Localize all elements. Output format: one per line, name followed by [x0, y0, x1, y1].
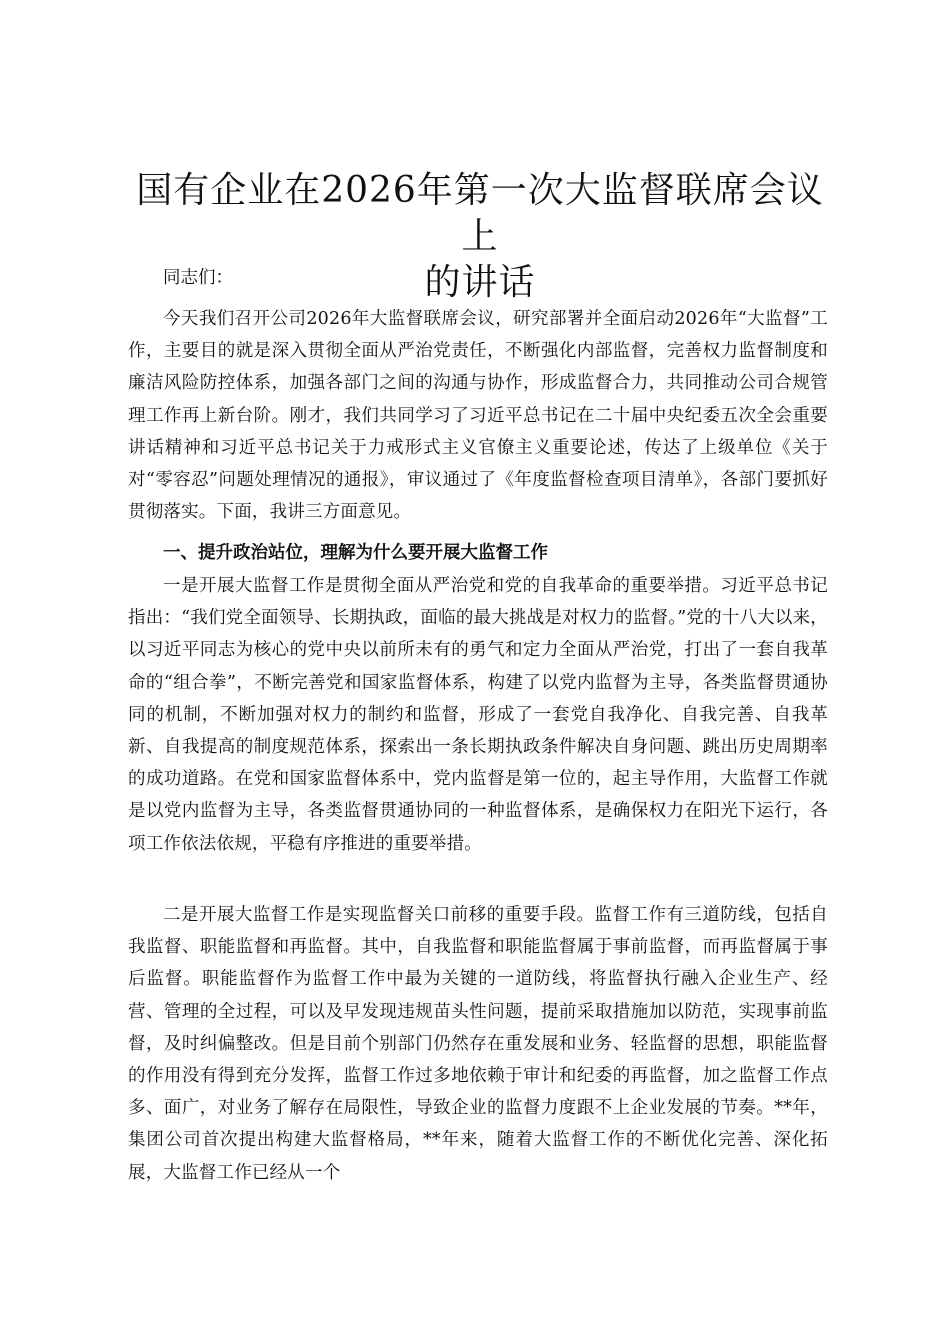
- paragraph-point-1: 一是开展大监督工作是贯彻全面从严治党和党的自我革命的重要举措。习近平总书记指出：“我们党全面领导、长期执政，面临的最大挑战是对权力的监督。”党的十八大以来，以习近平同志为核心的党中央以前所未有的勇气和定力全面从严治党，打出了一套自我革命的“组合拳”，不断完善党和国家监督体系，构建了以党内监督为主导，各类监督贯通协同的机制，不断加强对权力的制约和监督，形成了一套党自我净化、自我完善、自我革新、自我提高的制度规范体系，探索出一条长期执政条件解决自身问题、跳出历史周期率的成功道路。在党和国家监督体系中，党内监督是第一位的，起主导作用，大监督工作就是以党内监督为主导，各类监督贯通协同的一种监督体系，是确保权力在阳光下运行，各项工作依法依规，平稳有序推进的重要举措。: [128, 576, 828, 854]
- paragraph-intro: 今天我们召开公司2026年大监督联席会议，研究部署并全面启动2026年“大监督”工作，主要目的就是深入贯彻全面从严治党责任，不断强化内部监督，完善权力监督制度和廉洁风险防控体系，加强各部门之间的沟通与协作，形成监督合力，共同推动公司合规管理工作再上新台阶。刚才，我们共同学习了习近平总书记在二十届中央纪委五次全会重要讲话精神和习近平总书记关于力戒形式主义官僚主义重要论述，传达了上级单位《关于对“零容忍”问题处理情况的通报》，审议通过了《年度监督检查项目清单》，各部门要抓好贯彻落实。下面，我讲三方面意见。: [128, 309, 828, 523]
- greeting: 同志们：: [163, 268, 233, 288]
- paragraph-point-2: 二是开展大监督工作是实现监督关口前移的重要手段。监督工作有三道防线，包括自我监督、职能监督和再监督。其中，自我监督和职能监督属于事前监督，而再监督属于事后监督。职能监督作为监督工作中最为关键的一道防线，将监督执行融入企业生产、经营、管理的全过程，可以及早发现违规苗头性问题，提前采取措施加以防范，实现事前监督，及时纠偏整改。但是目前个别部门仍然存在重发展和业务、轻监督的思想，职能监督的作用没有得到充分发挥，监督工作过多地依赖于审计和纪委的再监督，加之监督工作点多、面广，对业务了解存在局限性，导致企业的监督力度跟不上企业发展的节奏。**年，集团公司首次提出构建大监督格局，**年来，随着大监督工作的不断优化完善、深化拓展，大监督工作已经从一个: [128, 905, 828, 1183]
- title-line-2: 的讲话: [424, 262, 536, 303]
- section-heading-1: 一、提升政治站位，理解为什么要开展大监督工作: [163, 543, 548, 563]
- title-line-1: 国有企业在2026年第一次大监督联席会议上: [136, 170, 824, 257]
